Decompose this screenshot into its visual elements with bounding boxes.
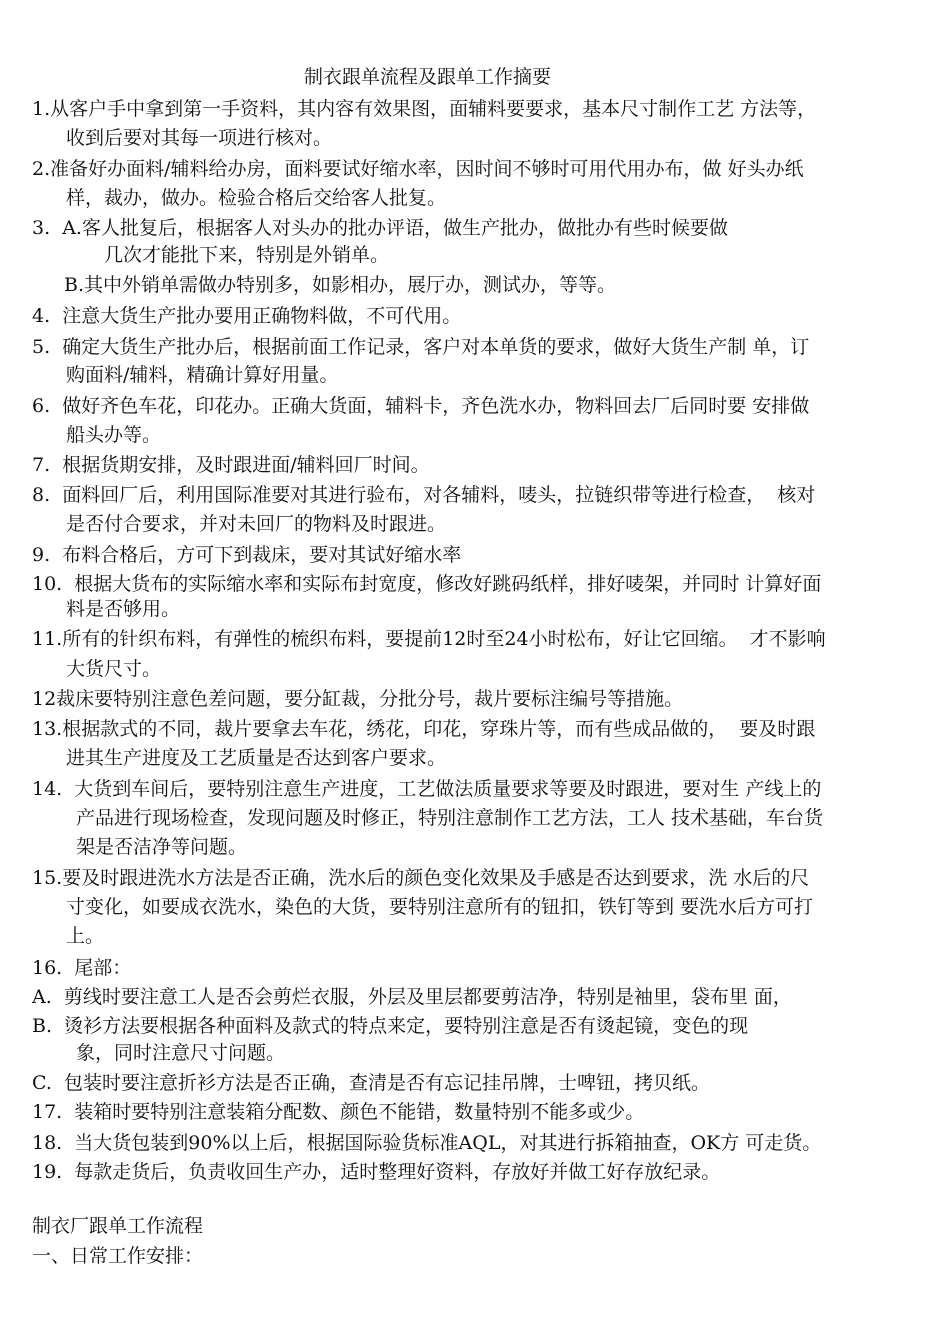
- item-10-line-1: 10. 根据大货布的实际缩水率和实际布封宽度，修改好跳码纸样，排好唛架，并同时 计算好面: [32, 573, 822, 595]
- item-1-line-1: 1.从客户手中拿到第一手资料，其内容有效果图，面辅料要要求，基本尺寸制作工艺 方法等，: [32, 98, 817, 120]
- item-8-line-2: 是否付合要求，并对未回厂的物料及时跟进。: [66, 513, 447, 535]
- item-7: 7. 根据货期安排，及时跟进面/辅料回厂时间。: [32, 454, 430, 476]
- item-2-line-1: 2.准备好办面料/辅料给办房，面料要试好缩水率，因时间不够时可用代用办布，做 好头办纸: [32, 158, 804, 180]
- item-2-line-2: 样，裁办，做办。检验合格后交给客人批复。: [66, 187, 447, 209]
- item-8-line-1: 8. 面料回厂后，利用国际准要对其进行验布，对各辅料，唛头，拉链织带等进行检查， 核对: [32, 484, 816, 506]
- item-11-line-1: 11.所有的针织布料，有弹性的梳织布料，要提前12时至24小时松布，好让它回缩。 才不影响: [32, 628, 826, 650]
- item-16-b-line-2: 象，同时注意尺寸问题。: [76, 1042, 286, 1064]
- item-12: 12裁床要特别注意色差问题，要分缸裁，分批分号，裁片要标注编号等措施。: [32, 688, 684, 710]
- section-title: 制衣厂跟单工作流程: [32, 1215, 204, 1237]
- item-4: 4. 注意大货生产批办要用正确物料做，不可代用。: [32, 305, 462, 327]
- item-5-line-1: 5. 确定大货生产批办后，根据前面工作记录，客户对本单货的要求，做好大货生产制 单，订: [32, 336, 810, 358]
- item-16-a: A. 剪线时要注意工人是否会剪烂衣服，外层及里层都要剪洁净，特别是袖里，袋布里 面，: [32, 986, 792, 1008]
- item-15-line-3: 上。: [66, 925, 105, 947]
- item-15-line-1: 15.要及时跟进洗水方法是否正确，洗水后的颜色变化效果及手感是否达到要求，洗 水后的尺: [32, 867, 810, 889]
- item-13-line-2: 进其生产进度及工艺质量是否达到客户要求。: [66, 747, 447, 769]
- item-13-line-1: 13.根据款式的不同，裁片要拿去车花，绣花，印花，穿珠片等，而有些成品做的， 要及时跟: [32, 718, 816, 740]
- item-3-line-2: 几次才能批下来，特别是外销单。: [104, 244, 390, 266]
- item-3-line-3: B.其中外销单需做办特别多，如影相办，展厅办，测试办，等等。: [64, 274, 617, 296]
- item-6-line-1: 6. 做好齐色车花，印花办。正确大货面，辅料卡，齐色洗水办，物料回去厂后同时要 安排做: [32, 395, 810, 417]
- section-subtitle: 一、日常工作安排：: [32, 1245, 204, 1267]
- item-1-line-2: 收到后要对其每一项进行核对。: [66, 127, 333, 149]
- item-10-line-2: 料是否够用。: [66, 598, 181, 620]
- item-19: 19. 每款走货后，负责收回生产办，适时整理好资料，存放好并做工好存放纪录。: [32, 1161, 721, 1183]
- item-14-line-2: 产品进行现场检查，发现问题及时修正，特别注意制作工艺方法，工人 技术基础，车台货: [76, 807, 824, 829]
- item-14-line-3: 架是否洁净等问题。: [76, 836, 248, 858]
- item-3-line-1: 3. A.客人批复后，根据客人对头办的批办评语，做生产批办，做批办有些时候要做: [32, 217, 728, 239]
- item-18: 18. 当大货包装到90%以上后，根据国际验货标准AQL，对其进行拆箱抽查，OK方 可走货。: [32, 1132, 822, 1154]
- item-11-line-2: 大货尺寸。: [66, 658, 162, 680]
- item-16-b-line-1: B. 烫衫方法要根据各种面料及款式的特点来定，要特别注意是否有烫起镜，变色的现: [32, 1015, 749, 1037]
- item-5-line-2: 购面料/辅料，精确计算好用量。: [66, 364, 339, 386]
- item-6-line-2: 船头办等。: [66, 424, 162, 446]
- document-title: 制衣跟单流程及跟单工作摘要: [304, 66, 552, 88]
- item-16-c: C. 包装时要注意折衫方法是否正确，查清是否有忘记挂吊牌，士啤钮，拷贝纸。: [32, 1072, 710, 1094]
- item-15-line-2: 寸变化，如要成衣洗水，染色的大货，要特别注意所有的钮扣，铁钉等到 要洗水后方可打: [66, 896, 814, 918]
- item-14-line-1: 14. 大货到车间后，要特别注意生产进度，工艺做法质量要求等要及时跟进，要对生 产线上的: [32, 778, 822, 800]
- item-16-heading: 16. 尾部：: [32, 957, 132, 979]
- item-17: 17. 装箱时要特别注意装箱分配数、颜色不能错，数量特别不能多或少。: [32, 1101, 645, 1123]
- item-9: 9. 布料合格后，方可下到裁床，要对其试好缩水率: [32, 544, 462, 566]
